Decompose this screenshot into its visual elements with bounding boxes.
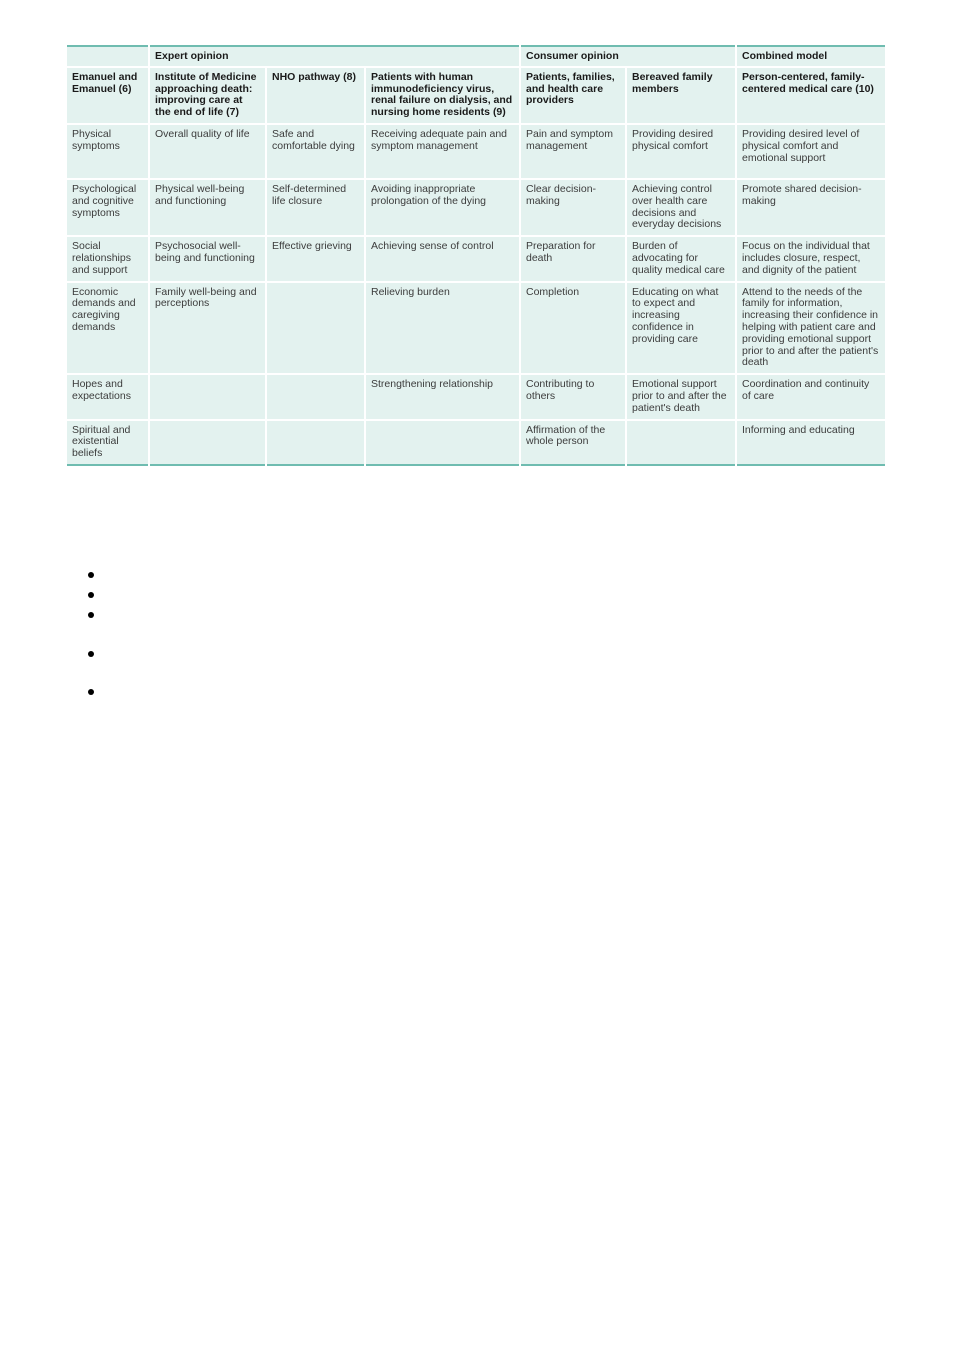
table-row <box>67 124 885 179</box>
table-cell: Psychological and cognitive symptoms <box>67 179 149 236</box>
column-header: Institute of Medicine approaching death: improving care at the end of life (7) <box>149 67 266 124</box>
table-cell: Avoiding inappropriate prolongation of the dying <box>365 179 520 236</box>
table-cell: Emotional support prior to and after the patient's death <box>626 374 736 419</box>
bullet-marker <box>88 651 96 659</box>
table-cell: Coordination and continuity of care <box>736 374 885 419</box>
table-cell: Relieving burden <box>365 282 520 375</box>
table-cell <box>149 374 266 419</box>
table-cell: Pain and symptom management <box>520 124 626 179</box>
table-cell: Providing desired level of physical comfort and emotional support <box>736 124 885 179</box>
group-header-row <box>67 46 885 67</box>
column-header: Patients, families, and health care providers <box>520 67 626 124</box>
column-header: NHO pathway (8) <box>266 67 365 124</box>
table-cell: Attend to the needs of the family for information, increasing their confidence in helping with patient care and providing emotional support prior to and after the patient's death <box>736 282 885 375</box>
table-cell <box>149 420 266 465</box>
column-header-row <box>67 67 885 124</box>
table-cell: Self-determined life closure <box>266 179 365 236</box>
table-cell: Spiritual and existential beliefs <box>67 420 149 465</box>
table-cell: Receiving adequate pain and symptom management <box>365 124 520 179</box>
table-cell: Preparation for death <box>520 236 626 281</box>
group-header-expert-opinion: Expert opinion <box>149 46 520 67</box>
table-cell: Economic demands and caregiving demands <box>67 282 149 375</box>
table-cell <box>626 420 736 465</box>
group-header-combined-model: Combined model <box>736 46 885 67</box>
table-cell: Clear decision-making <box>520 179 626 236</box>
column-header: Emanuel and Emanuel (6) <box>67 67 149 124</box>
comparison-table <box>67 45 885 466</box>
bullet-marker <box>88 592 96 600</box>
bullet-marker <box>88 689 96 697</box>
group-header-consumer-opinion: Consumer opinion <box>520 46 736 67</box>
table-cell: Burden of advocating for quality medical care <box>626 236 736 281</box>
table-row <box>67 282 885 375</box>
table-row <box>67 374 885 419</box>
table-cell: Affirmation of the whole person <box>520 420 626 465</box>
table-cell: Promote shared decision-making <box>736 179 885 236</box>
table-cell <box>266 374 365 419</box>
table-cell: Effective grieving <box>266 236 365 281</box>
column-header: Bereaved family members <box>626 67 736 124</box>
table-cell <box>266 282 365 375</box>
table-row <box>67 420 885 465</box>
table-cell: Hopes and expectations <box>67 374 149 419</box>
table-cell: Family well-being and perceptions <box>149 282 266 375</box>
table-cell: Safe and comfortable dying <box>266 124 365 179</box>
table-cell: Informing and educating <box>736 420 885 465</box>
table-cell: Overall quality of life <box>149 124 266 179</box>
table-cell: Providing desired physical comfort <box>626 124 736 179</box>
table-cell: Physical well-being and functioning <box>149 179 266 236</box>
table-cell <box>365 420 520 465</box>
table-cell: Focus on the individual that includes closure, respect, and dignity of the patient <box>736 236 885 281</box>
table-cell: Social relationships and support <box>67 236 149 281</box>
comparison-table-container <box>67 45 885 466</box>
table-cell: Completion <box>520 282 626 375</box>
table-cell: Psychosocial well-being and functioning <box>149 236 266 281</box>
table-cell: Physical symptoms <box>67 124 149 179</box>
column-header: Patients with human immunodeficiency virus, renal failure on dialysis, and nursing home residents (9) <box>365 67 520 124</box>
table-cell: Contributing to others <box>520 374 626 419</box>
table-cell: Strengthening relationship <box>365 374 520 419</box>
bullet-marker <box>88 612 96 620</box>
table-cell: Achieving sense of control <box>365 236 520 281</box>
group-header-empty <box>67 46 149 67</box>
table-row <box>67 236 885 281</box>
column-header: Person-centered, family-centered medical care (10) <box>736 67 885 124</box>
table-row <box>67 179 885 236</box>
table-cell <box>266 420 365 465</box>
table-cell: Educating on what to expect and increasing confidence in providing care <box>626 282 736 375</box>
bullet-marker <box>88 572 96 580</box>
table-cell: Achieving control over health care decisions and everyday decisions <box>626 179 736 236</box>
